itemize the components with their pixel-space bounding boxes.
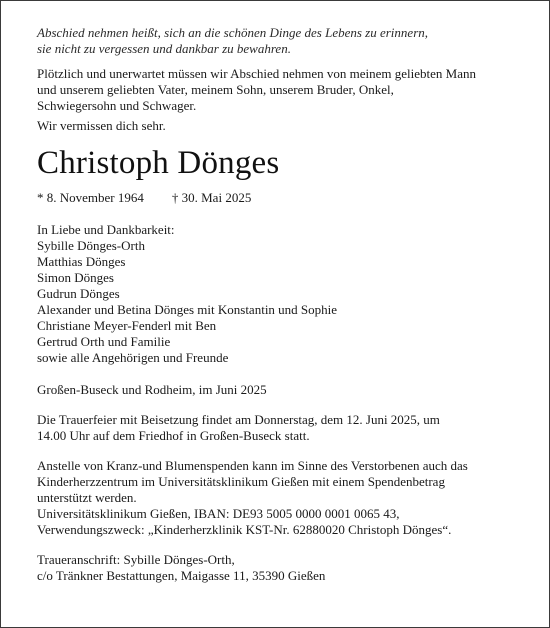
mourner-name: Matthias Dönges (37, 254, 126, 269)
mourner-name: sowie alle Angehörigen und Freunde (37, 350, 229, 365)
donation-line: unterstützt werden. (37, 490, 137, 505)
donation-reference: Verwendungszweck: „Kinderherzklinik KST-Nr. 62880020 Christoph Dönges“. (37, 522, 452, 537)
mourners-list (37, 238, 517, 366)
mourner-name: Christiane Meyer-Fenderl mit Ben (37, 318, 217, 333)
death-date: † 30. Mai 2025 (171, 190, 252, 205)
miss-you-line: Wir vermissen dich sehr. (37, 118, 166, 133)
donation-line: Kinderherzzentrum im Universitätsklinikum Gießen mit einem Spendenbetrag (37, 474, 445, 489)
mourner-name: Gertrud Orth und Familie (37, 334, 171, 349)
quote-line: Abschied nehmen heißt, sich an die schönen Dinge des Lebens zu erinnern, (37, 25, 429, 40)
mourning-address (37, 552, 517, 584)
birth-date: * 8. November 1964 (37, 190, 144, 205)
farewell-quote (37, 25, 517, 57)
address-line: c/o Tränkner Bestattungen, Maigasse 11, 35390 Gießen (37, 568, 326, 583)
mourner-name: Gudrun Dönges (37, 286, 120, 301)
mourners-heading: In Liebe und Dankbarkeit: (37, 222, 175, 237)
quote-line: sie nicht zu vergessen und dankbar zu bewahren. (37, 41, 291, 56)
donation-line: Anstelle von Kranz-und Blumenspenden kann im Sinne des Verstorbenen auch das (37, 458, 468, 473)
donation-info (37, 458, 517, 538)
intro-paragraph (37, 66, 517, 114)
place-and-date: Großen-Buseck und Rodheim, im Juni 2025 (37, 382, 267, 397)
life-dates (37, 190, 517, 206)
funeral-info (37, 412, 517, 444)
intro-line: Plötzlich und unerwartet müssen wir Abschied nehmen von meinem geliebten Mann (37, 66, 477, 81)
obituary-notice (37, 25, 517, 584)
funeral-line: 14.00 Uhr auf dem Friedhof in Großen-Buseck statt. (37, 428, 310, 443)
mourner-name: Sybille Dönges-Orth (37, 238, 145, 253)
mourner-name: Alexander und Betina Dönges mit Konstantin und Sophie (37, 302, 338, 317)
funeral-line: Die Trauerfeier mit Beisetzung findet am Donnerstag, dem 12. Juni 2025, um (37, 412, 440, 427)
deceased-name: Christoph Dönges (37, 145, 280, 181)
donation-bank-details: Universitätsklinikum Gießen, IBAN: DE93 5005 0000 0001 0065 43, (37, 506, 400, 521)
intro-line: und unserem geliebten Vater, meinem Sohn, unserem Bruder, Onkel, (37, 82, 394, 97)
intro-line: Schwiegersohn und Schwager. (37, 98, 197, 113)
mourner-name: Simon Dönges (37, 270, 114, 285)
address-line: Traueranschrift: Sybille Dönges-Orth, (37, 552, 235, 567)
